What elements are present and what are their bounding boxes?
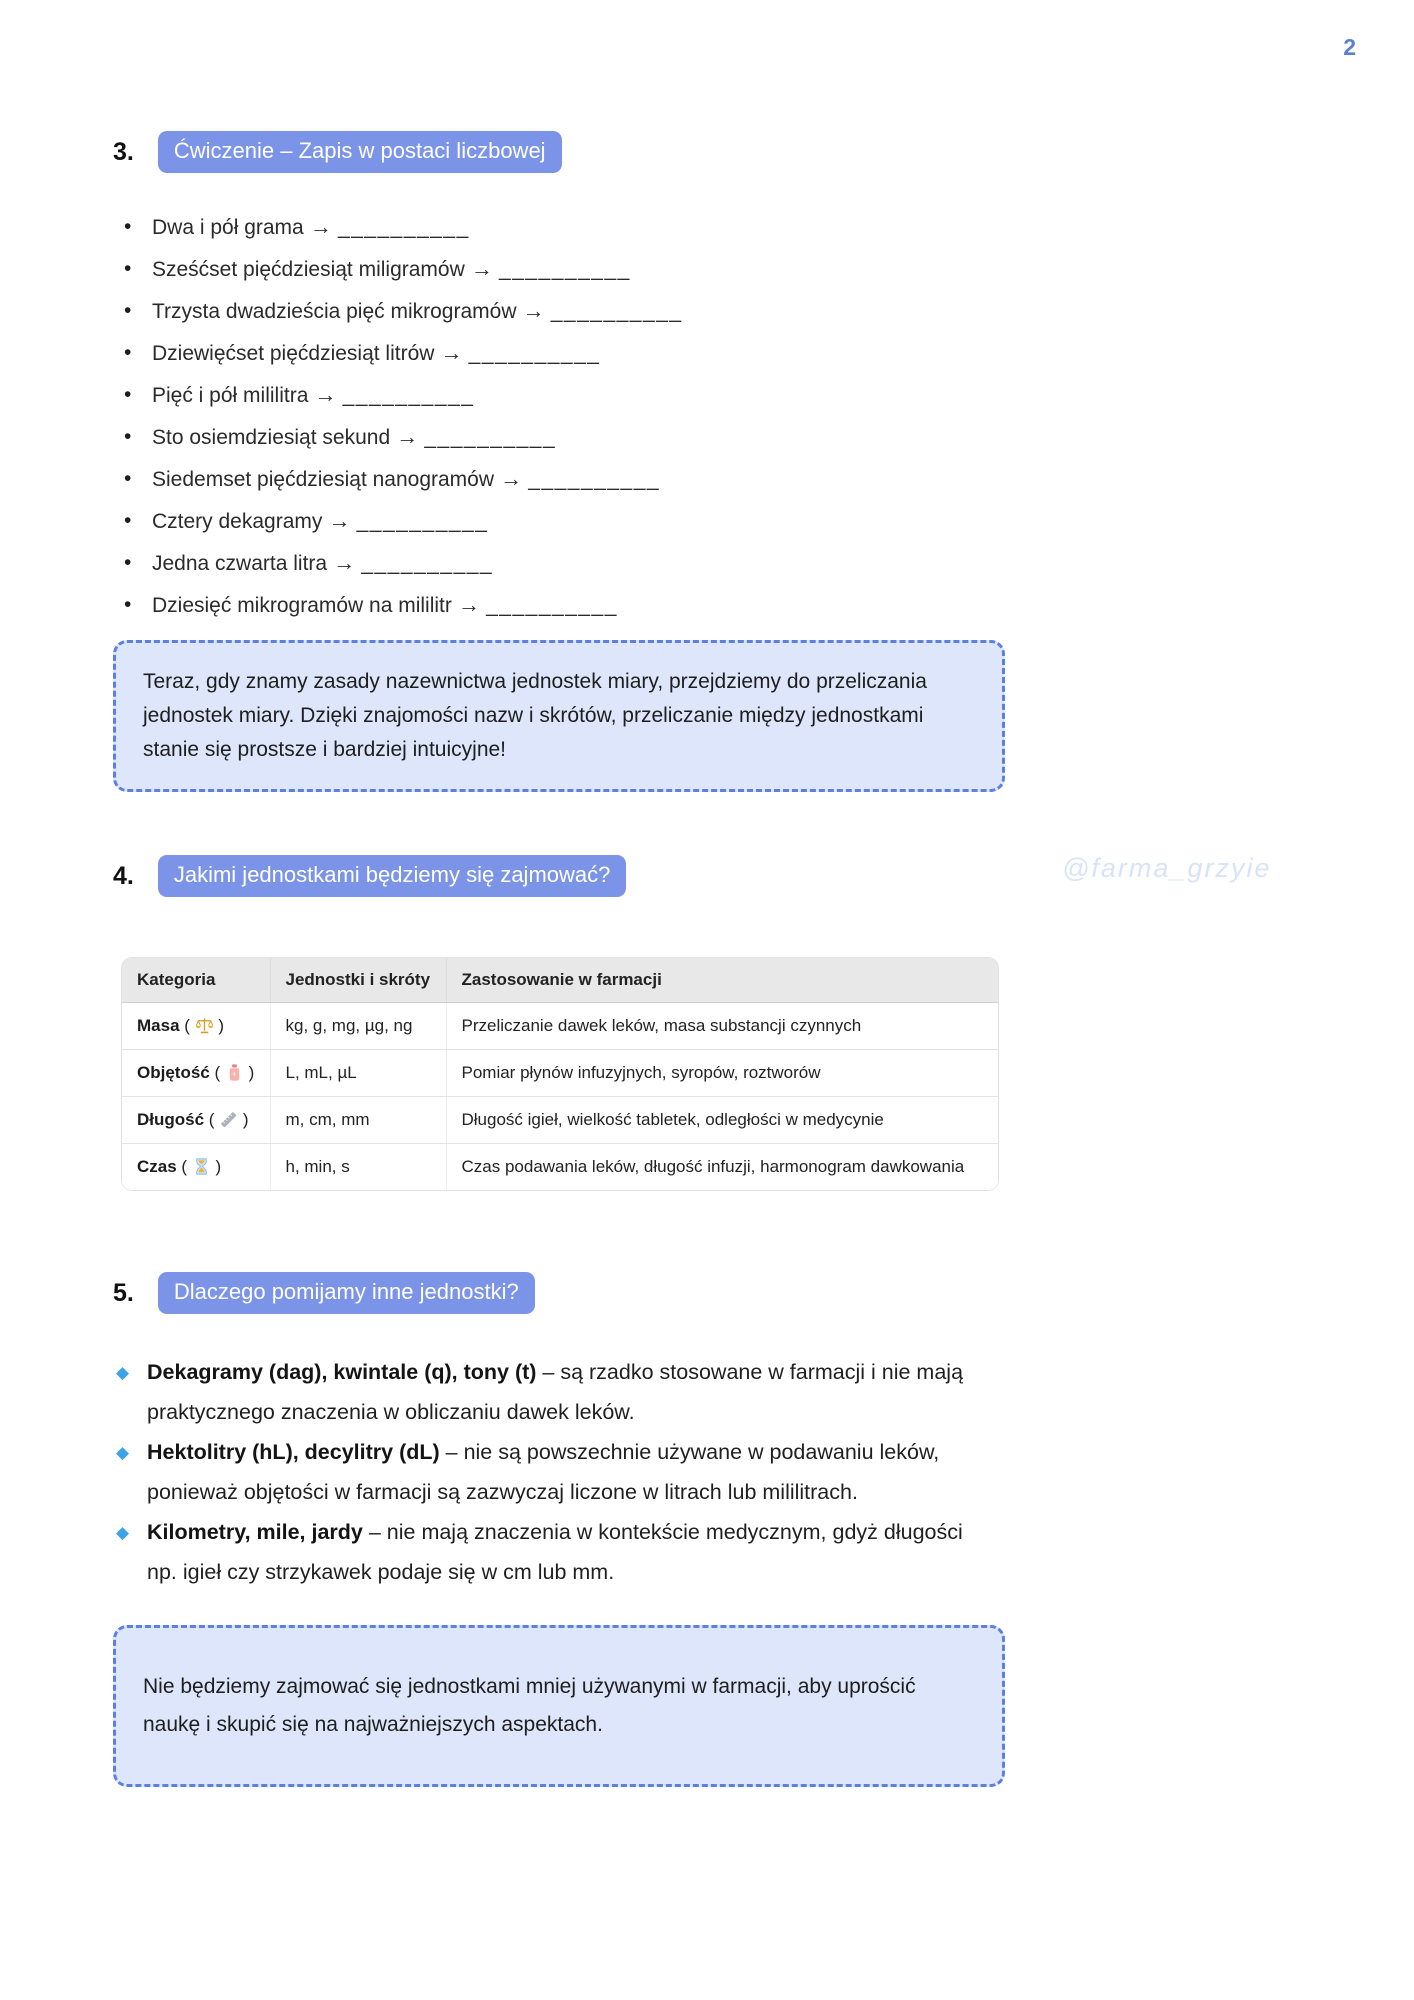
- reason-bold: Dekagramy (dag), kwintale (q), tony (t): [147, 1360, 537, 1384]
- category-label: Czas: [137, 1157, 177, 1176]
- application-cell: Długość igieł, wielkość tabletek, odległości w medycynie: [446, 1097, 998, 1144]
- answer-blank: __________: [550, 300, 683, 323]
- section-4-heading: [113, 855, 626, 897]
- exercise-item: [116, 500, 683, 542]
- reason-text: – są rzadko stosowane w farmacji i nie mają praktycznego znaczenia w obliczaniu dawek leków.: [147, 1360, 964, 1424]
- exercise-text: Dziesięć mikrogramów na mililitr: [152, 594, 452, 617]
- answer-blank: __________: [361, 552, 494, 575]
- exercise-text: Dziewięćset pięćdziesiąt litrów: [152, 342, 435, 365]
- category-label: Objętość: [137, 1063, 210, 1082]
- exercise-item: [116, 332, 683, 374]
- units-cell: h, min, s: [270, 1144, 446, 1191]
- watermark: @farma_grzyie: [1062, 853, 1272, 883]
- category-label: Długość: [137, 1110, 205, 1129]
- page-number: 2: [1343, 34, 1356, 60]
- application-cell: Czas podawania leków, długość infuzji, harmonogram dawkowania: [446, 1144, 998, 1191]
- arrow-icon: →: [451, 592, 487, 617]
- column-header: Zastosowanie w farmacji: [446, 958, 998, 1003]
- section-3-title-pill: Ćwiczenie – Zapis w postaci liczbowej: [158, 131, 562, 173]
- answer-blank: __________: [342, 384, 475, 407]
- column-header: Kategoria: [122, 958, 270, 1003]
- arrow-icon: →: [327, 550, 362, 575]
- category-label: Masa: [137, 1016, 180, 1035]
- reason-bold: Hektolitry (hL), decylitry (dL): [147, 1440, 440, 1464]
- arrow-icon: →: [434, 340, 469, 365]
- exercise-text: Cztery dekagramy: [152, 510, 323, 533]
- exercise-item: [116, 374, 683, 416]
- answer-blank: __________: [468, 342, 601, 365]
- column-header: Jednostki i skróty: [270, 958, 446, 1003]
- units-cell: L, mL, µL: [270, 1050, 446, 1097]
- units-cell: m, cm, mm: [270, 1097, 446, 1144]
- application-cell: Przeliczanie dawek leków, masa substancji czynnych: [446, 1003, 998, 1050]
- answer-blank: __________: [337, 216, 470, 239]
- category-cell: Długość ( ): [122, 1097, 270, 1144]
- diamond-bullet-icon: ◆: [116, 1443, 130, 1462]
- bottle-icon: [225, 1063, 244, 1082]
- arrow-icon: →: [390, 424, 425, 449]
- exercise-list: [116, 206, 683, 626]
- section-5-number: 5.: [113, 1278, 134, 1307]
- exercise-item: [116, 248, 683, 290]
- reason-item: [113, 1432, 993, 1512]
- reason-text: – nie mają znaczenia w kontekście medycznym, gdyż długości np. igieł czy strzykawek podaje się w cm lub mm.: [147, 1520, 963, 1584]
- excluded-units-list: [113, 1352, 993, 1592]
- table-header-row: [122, 958, 998, 1003]
- answer-blank: __________: [528, 468, 661, 491]
- arrow-icon: →: [322, 508, 357, 533]
- section-5-heading: [113, 1272, 535, 1314]
- table-row: [122, 1097, 998, 1144]
- exercise-item: [116, 290, 683, 332]
- section-3-heading: [113, 131, 562, 173]
- units-cell: kg, g, mg, µg, ng: [270, 1003, 446, 1050]
- exercise-text: Sto osiemdziesiąt sekund: [152, 426, 391, 449]
- arrow-icon: →: [516, 298, 551, 323]
- exercise-item: [116, 416, 683, 458]
- scales-icon: [195, 1016, 214, 1035]
- answer-blank: __________: [499, 258, 631, 281]
- reason-text: – nie są powszechnie używane w podawaniu leków, ponieważ objętości w farmacji są zazwyczaj liczone w litrach lub mililitrach.: [147, 1440, 940, 1504]
- exercise-text: Pięć i pół mililitra: [152, 384, 309, 407]
- category-cell: Masa ( ): [122, 1003, 270, 1050]
- hourglass-icon: [192, 1157, 211, 1176]
- callout-1-text: Teraz, gdy znamy zasady nazewnictwa jednostek miary, przejdziemy do przeliczania jednostek miary. Dzięki znajomości nazw i skrótów, przeliczanie między jednostkami stanie się prostsze i bardziej intuicyjne!: [143, 670, 927, 761]
- section-3-number: 3.: [113, 137, 134, 166]
- table-row: [122, 1003, 998, 1050]
- arrow-icon: →: [494, 466, 529, 491]
- exercise-item: [116, 458, 683, 500]
- exercise-text: Sześćset pięćdziesiąt miligramów: [152, 258, 465, 281]
- category-cell: Objętość ( ): [122, 1050, 270, 1097]
- exercise-item: [116, 584, 683, 626]
- application-cell: Pomiar płynów infuzyjnych, syropów, roztworów: [446, 1050, 998, 1097]
- diamond-bullet-icon: ◆: [116, 1523, 130, 1542]
- arrow-icon: →: [303, 214, 338, 239]
- section-4-number: 4.: [113, 861, 134, 890]
- section-4-title-pill: Jakimi jednostkami będziemy się zajmować?: [158, 855, 627, 897]
- info-callout-1: [113, 640, 1005, 792]
- arrow-icon: →: [464, 256, 500, 281]
- callout-2-text: Nie będziemy zajmować się jednostkami mniej używanymi w farmacji, aby uprościć naukę i skupić się na najważniejszych aspektach.: [143, 1675, 916, 1736]
- answer-blank: __________: [424, 426, 557, 449]
- reason-item: [113, 1512, 993, 1592]
- exercise-text: Siedemset pięćdziesiąt nanogramów: [152, 468, 495, 491]
- answer-blank: __________: [356, 510, 489, 533]
- exercise-text: Dwa i pół grama: [152, 216, 304, 239]
- exercise-text: Trzysta dwadzieścia pięć mikrogramów: [152, 300, 517, 323]
- category-cell: Czas ( ): [122, 1144, 270, 1191]
- table-row: [122, 1144, 998, 1191]
- answer-blank: __________: [486, 594, 618, 617]
- exercise-item: [116, 542, 683, 584]
- units-table: [122, 958, 998, 1190]
- section-5-title-pill: Dlaczego pomijamy inne jednostki?: [158, 1272, 535, 1314]
- exercise-text: Jedna czwarta litra: [152, 552, 328, 575]
- exercise-item: [116, 206, 683, 248]
- arrow-icon: →: [308, 382, 343, 407]
- reason-bold: Kilometry, mile, jardy: [147, 1520, 363, 1544]
- ruler-icon: [219, 1110, 238, 1129]
- info-callout-2: [113, 1625, 1005, 1787]
- diamond-bullet-icon: ◆: [116, 1363, 130, 1382]
- reason-item: [113, 1352, 993, 1432]
- table-row: [122, 1050, 998, 1097]
